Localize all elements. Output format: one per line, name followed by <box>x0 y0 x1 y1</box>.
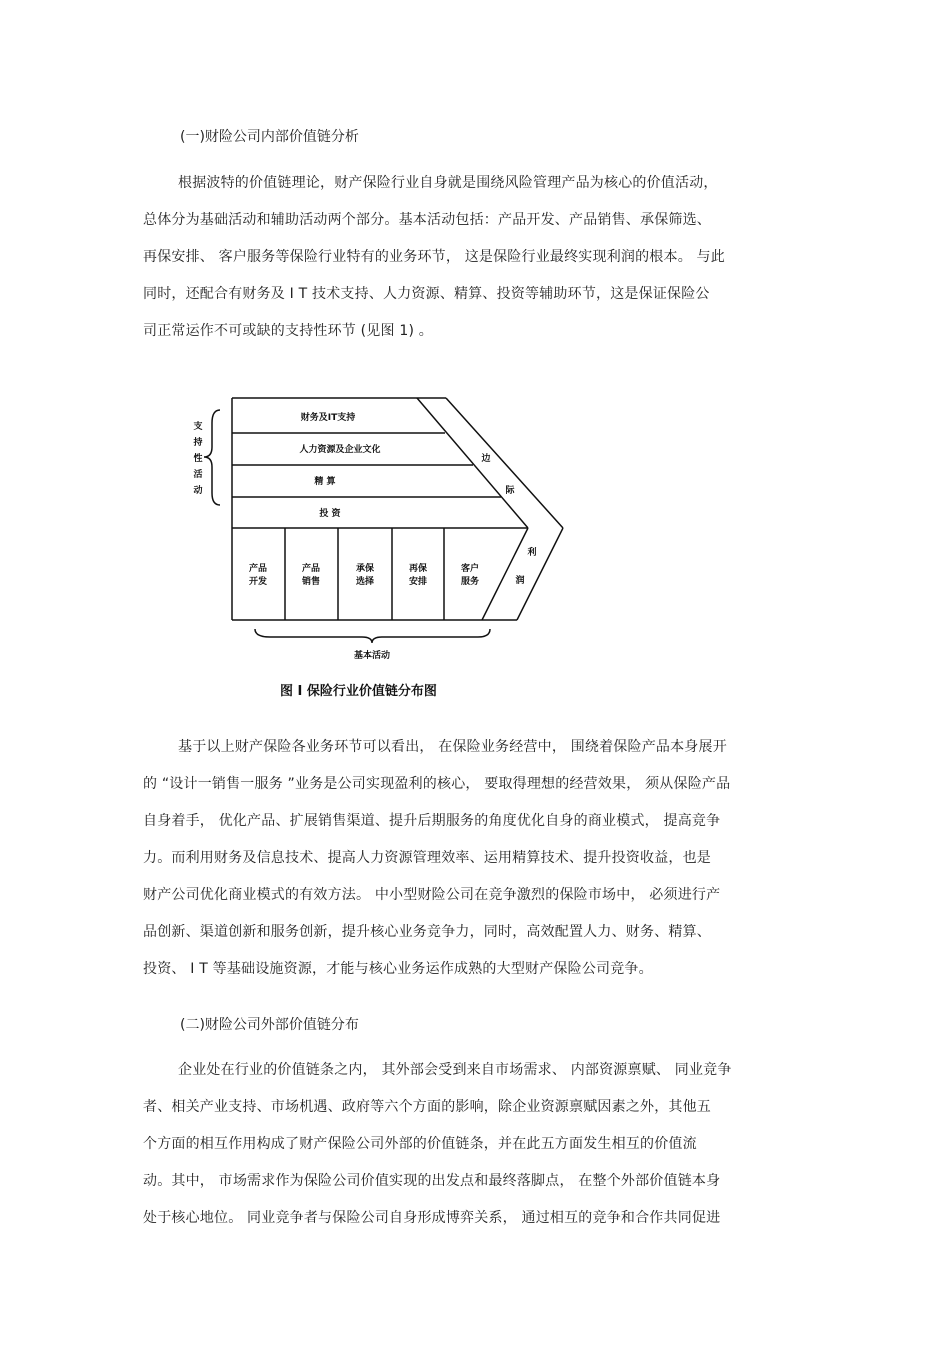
paragraph-external-value-chain <box>143 1052 813 1237</box>
primary-cell-product-dev-line2: 开发 <box>248 577 268 587</box>
text-line: 企业处在行业的价值链条之内， 其外部会受到来自市场需求、 内部资源禀赋、 同业竞争 <box>178 1062 732 1078</box>
primary-cell-product-sales-line1: 产品 <box>301 564 321 574</box>
primary-cell-reinsurance-line1: 再保 <box>408 564 428 574</box>
text-line: 同时，还配合有财务及 I T 技术支持、人力资源、精算、投资等辅助环节，这是保证保险公 <box>143 286 710 302</box>
support-label-char: 持 <box>193 438 203 448</box>
primary-cell-underwriting-line1: 承保 <box>355 564 375 574</box>
text-line: 根据波特的价值链理论，财产保险行业自身就是围绕风险管理产品为核心的价值活动， <box>178 175 718 191</box>
primary-cell-product-dev-line1: 产品 <box>248 564 268 574</box>
primary-activities-label: 基本活动 <box>353 651 391 661</box>
text-line: 司正常运作不可或缺的支持性环节 (见图 1) 。 <box>143 323 433 339</box>
section-heading-external-value-chain: (二)财险公司外部价值链分布 <box>180 1017 359 1033</box>
primary-cell-reinsurance-line2: 安排 <box>408 577 428 587</box>
paragraph-internal-value-chain <box>143 165 813 350</box>
text-line: 自身着手， 优化产品、扩展销售渠道、提升后期服务的角度优化自身的商业模式， 提高竞争 <box>143 813 721 829</box>
support-label-char: 活 <box>193 470 203 480</box>
support-row-hr-culture: 人力资源及企业文化 <box>299 445 381 455</box>
margin-char: 利 <box>527 548 537 558</box>
primary-brace <box>255 629 490 643</box>
value-chain-diagram <box>190 385 590 715</box>
support-row-actuarial: 精 算 <box>314 477 336 487</box>
margin-char: 际 <box>505 486 515 496</box>
text-line: 者、相关产业支持、市场机遇、政府等六个方面的影响，除企业资源禀赋因素之外，其他五 <box>143 1099 711 1115</box>
text-line: 总体分为基础活动和辅助活动两个部分。基本活动包括：产品开发、产品销售、承保筛选、 <box>143 212 711 228</box>
support-label-char: 性 <box>193 454 203 464</box>
text-line: 处于核心地位。 同业竞争者与保险公司自身形成博弈关系， 通过相互的竞争和合作共同促进 <box>143 1210 721 1226</box>
margin-char: 润 <box>515 576 525 586</box>
section-heading-internal-value-chain: (一)财险公司内部价值链分析 <box>180 129 359 145</box>
paragraph-business-model <box>143 729 813 988</box>
primary-cell-customer-service-line2: 服务 <box>460 577 480 587</box>
text-line: 动。其中， 市场需求作为保险公司价值实现的出发点和最终落脚点， 在整个外部价值链本身 <box>143 1173 721 1189</box>
text-line: 力。而利用财务及信息技术、提高人力资源管理效率、运用精算技术、提升投资收益，也是 <box>143 850 711 866</box>
text-line: 再保安排、 客户服务等保险行业特有的业务环节， 这是保险行业最终实现利润的根本。 与此 <box>143 249 725 265</box>
figure-caption: 图 I 保险行业价值链分布图 <box>280 684 437 699</box>
support-row-finance-it: 财务及IT支持 <box>300 413 356 423</box>
margin-char: 边 <box>481 454 491 464</box>
value-chain-figure <box>190 385 590 715</box>
primary-cell-product-sales-line2: 销售 <box>301 577 321 587</box>
support-label-char: 支 <box>193 422 203 432</box>
text-line: 品创新、渠道创新和服务创新，提升核心业务竞争力，同时，高效配置人力、财务、精算、 <box>143 924 711 940</box>
support-label-char: 动 <box>193 486 203 496</box>
text-line: 的 “设计一销售一服务 ”业务是公司实现盈利的核心， 要取得理想的经营效果， 须从保险产品 <box>143 776 731 792</box>
text-line: 基于以上财产保险各业务环节可以看出， 在保险业务经营中， 围绕着保险产品本身展开 <box>178 739 727 755</box>
support-brace <box>204 410 220 505</box>
primary-cell-customer-service-line1: 客户 <box>460 564 480 574</box>
primary-cell-underwriting-line2: 选择 <box>355 577 375 587</box>
text-line: 投资、 I T 等基础设施资源，才能与核心业务运作成熟的大型财产保险公司竞争。 <box>143 961 653 977</box>
text-line: 个方面的相互作用构成了财产保险公司外部的价值链条，并在此五方面发生相互的价值流 <box>143 1136 697 1152</box>
text-line: 财产公司优化商业模式的有效方法。 中小型财险公司在竞争激烈的保险市场中， 必须进行产 <box>143 887 721 903</box>
support-row-investment: 投 资 <box>319 509 341 519</box>
